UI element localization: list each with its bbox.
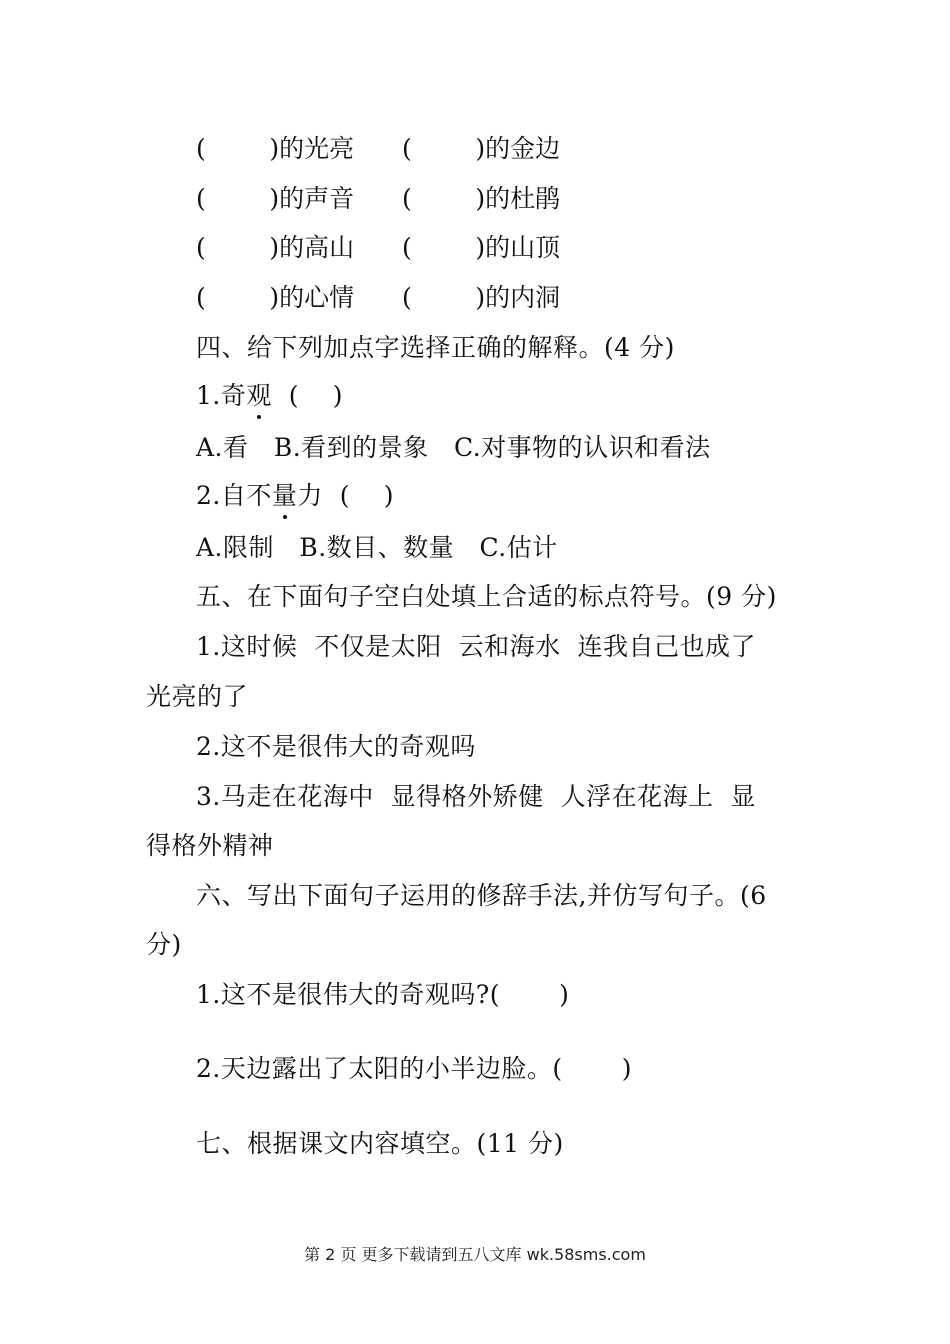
phrase-left-4: ( )的心情 bbox=[196, 283, 355, 312]
phrase-right-1: ( )的金边 bbox=[402, 134, 561, 163]
phrase-right-4: ( )的内洞 bbox=[402, 283, 561, 312]
section4-title: 四、给下列加点字选择正确的解释。(4 分) bbox=[196, 333, 675, 362]
phrase-right-3: ( )的山顶 bbox=[402, 233, 561, 262]
q1-suffix: ( ) bbox=[271, 381, 344, 410]
section6-question-2: 2.天边露出了太阳的小半边脸。( ) bbox=[196, 1054, 632, 1083]
section4-question-2 bbox=[196, 480, 394, 512]
q1-dotted-char: 观 bbox=[246, 381, 272, 410]
section5-title: 五、在下面句子空白处填上合适的标点符号。(9 分) bbox=[196, 582, 777, 611]
section6-title-cont: 分) bbox=[146, 930, 182, 959]
section5-sentence-1-cont: 光亮的了 bbox=[146, 682, 249, 711]
section7-title: 七、根据课文内容填空。(11 分) bbox=[196, 1129, 564, 1158]
phrase-left-2: ( )的声音 bbox=[196, 184, 355, 213]
section4-q2-options: A.限制 B.数目、数量 C.估计 bbox=[196, 533, 558, 562]
phrase-left-3: ( )的高山 bbox=[196, 233, 355, 262]
q2-suffix: 力 ( ) bbox=[297, 481, 395, 510]
section5-sentence-2: 2.这不是很伟大的奇观吗 bbox=[196, 732, 476, 761]
section5-sentence-3-cont: 得格外精神 bbox=[146, 831, 274, 860]
section5-sentence-3: 3.马走在花海中 显得格外矫健 人浮在花海上 显 bbox=[196, 782, 757, 811]
section6-question-1: 1.这不是很伟大的奇观吗?( ) bbox=[196, 980, 570, 1009]
section6-title: 六、写出下面句子运用的修辞手法,并仿写句子。(6 bbox=[196, 881, 767, 910]
section4-question-1 bbox=[196, 380, 343, 412]
section5-sentence-1: 1.这时候 不仅是太阳 云和海水 连我自己也成了 bbox=[196, 632, 757, 661]
q2-prefix: 2.自不 bbox=[196, 481, 272, 510]
page-footer: 第 2 页 更多下载请到五八文库 wk.58sms.com bbox=[304, 1245, 646, 1264]
q1-prefix: 1.奇 bbox=[196, 381, 247, 410]
phrase-right-2: ( )的杜鹃 bbox=[402, 184, 561, 213]
section4-q1-options: A.看 B.看到的景象 C.对事物的认识和看法 bbox=[196, 433, 711, 462]
phrase-left-1: ( )的光亮 bbox=[196, 134, 355, 163]
q2-dotted-char: 量 bbox=[271, 481, 298, 510]
